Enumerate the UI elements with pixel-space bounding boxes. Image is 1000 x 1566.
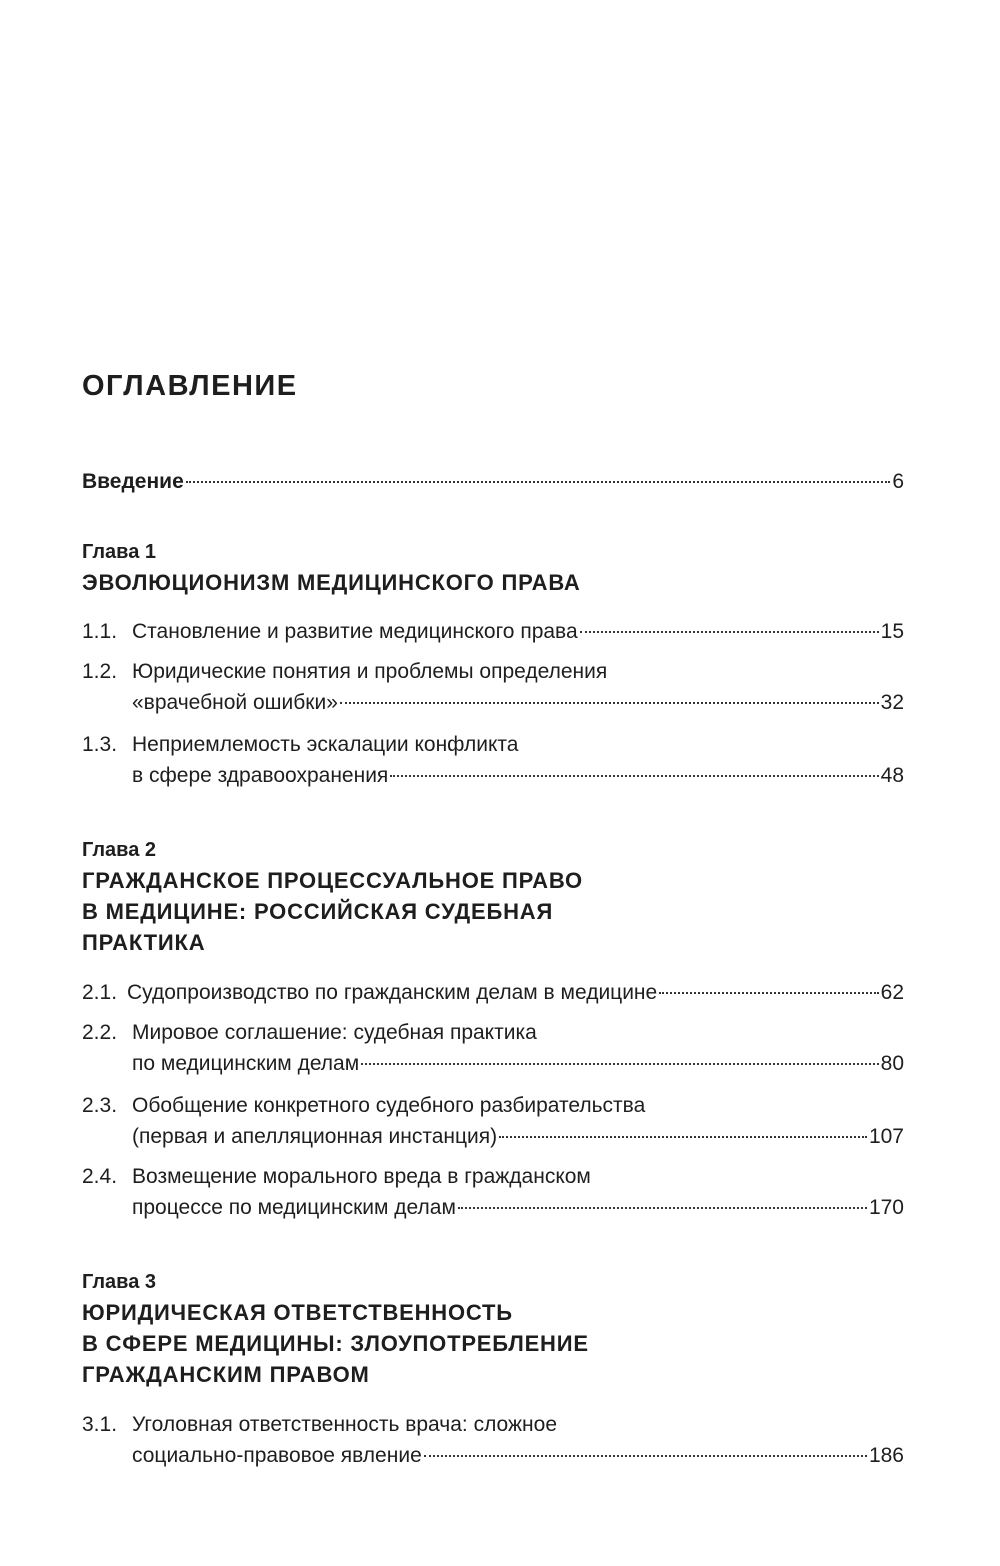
toc-entry[interactable]	[82, 977, 904, 1008]
entry-text: в сфере здравоохранения	[132, 764, 389, 787]
entry-text: Возмещение морального вреда в гражданском	[132, 1165, 591, 1188]
chapter-label: Глава 1	[82, 541, 157, 563]
leader-dots	[659, 992, 878, 994]
entry-text: Мировое соглашение: судебная практика	[132, 1021, 537, 1044]
entry-text: Обобщение конкретного судебного разбирательства	[132, 1094, 646, 1117]
toc-entry[interactable]	[82, 656, 904, 718]
leader-dots	[424, 1455, 867, 1457]
leader-dots	[390, 775, 878, 777]
entry-page: 170	[868, 1196, 904, 1219]
entry-number: 2.2.	[82, 1021, 118, 1044]
toc-entry[interactable]	[82, 1161, 904, 1223]
chapter-label: Глава 3	[82, 1271, 157, 1293]
chapter-title-line: В СФЕРЕ МЕДИЦИНЫ: ЗЛОУПОТРЕБЛЕНИЕ	[82, 1331, 589, 1356]
entry-text: социально-правовое явление	[132, 1444, 422, 1467]
entry-page: 186	[868, 1444, 904, 1467]
chapter-title	[82, 865, 904, 958]
leader-dots	[458, 1207, 867, 1209]
entry-label: Введение	[82, 470, 184, 493]
leader-dots	[186, 481, 891, 483]
chapter-label: Глава 2	[82, 839, 157, 861]
entry-text: Юридические понятия и проблемы определения	[132, 660, 608, 683]
leader-dots	[499, 1136, 867, 1138]
entry-text: процессе по медицинским делам	[132, 1196, 456, 1219]
entry-page: 6	[892, 470, 904, 493]
entry-page: 48	[880, 764, 904, 787]
chapter-title-line: ЮРИДИЧЕСКАЯ ОТВЕТСТВЕННОСТЬ	[82, 1300, 513, 1325]
entry-text: Судопроизводство по гражданским делам в медицине	[127, 981, 658, 1004]
entry-page: 32	[880, 691, 904, 714]
toc-entry-intro[interactable]	[82, 466, 904, 497]
entry-number: 1.2.	[82, 660, 118, 683]
chapter-title-line: ПРАКТИКА	[82, 930, 206, 955]
leader-dots	[580, 631, 879, 633]
entry-text: по медицинским делам	[132, 1052, 360, 1075]
toc-title: ОГЛАВЛЕНИЕ	[82, 370, 298, 402]
leader-dots	[340, 702, 879, 704]
chapter-title-line: ЭВОЛЮЦИОНИЗМ МЕДИЦИНСКОГО ПРАВА	[82, 570, 581, 595]
entry-page: 107	[868, 1125, 904, 1148]
entry-text: «врачебной ошибки»	[132, 691, 338, 714]
chapter-title-line: ГРАЖДАНСКИМ ПРАВОМ	[82, 1362, 370, 1387]
toc-entry[interactable]	[82, 1090, 904, 1152]
toc-entry[interactable]	[82, 729, 904, 791]
chapter-title-line: В МЕДИЦИНЕ: РОССИЙСКАЯ СУДЕБНАЯ	[82, 899, 554, 924]
chapter-title	[82, 1297, 904, 1390]
leader-dots	[361, 1063, 878, 1065]
entry-number: 2.4.	[82, 1165, 118, 1188]
toc-entry[interactable]	[82, 1017, 904, 1079]
entry-number: 2.1.	[82, 981, 118, 1004]
chapter-title-line: ГРАЖДАНСКОЕ ПРОЦЕССУАЛЬНОЕ ПРАВО	[82, 868, 583, 893]
toc-entry[interactable]	[82, 1409, 904, 1471]
entry-page: 62	[880, 981, 904, 1004]
entry-number: 1.1.	[82, 620, 118, 643]
entry-text: Становление и развитие медицинского права	[132, 620, 578, 643]
entry-page: 80	[880, 1052, 904, 1075]
entry-number: 3.1.	[82, 1413, 118, 1436]
toc-entry[interactable]	[82, 616, 904, 647]
entry-number: 2.3.	[82, 1094, 118, 1117]
entry-number: 1.3.	[82, 733, 118, 756]
entry-text: Уголовная ответственность врача: сложное	[132, 1413, 558, 1436]
chapter-title	[82, 567, 904, 598]
entry-text: Неприемлемость эскалации конфликта	[132, 733, 519, 756]
entry-text: (первая и апелляционная инстанция)	[132, 1125, 498, 1148]
entry-page: 15	[880, 620, 904, 643]
